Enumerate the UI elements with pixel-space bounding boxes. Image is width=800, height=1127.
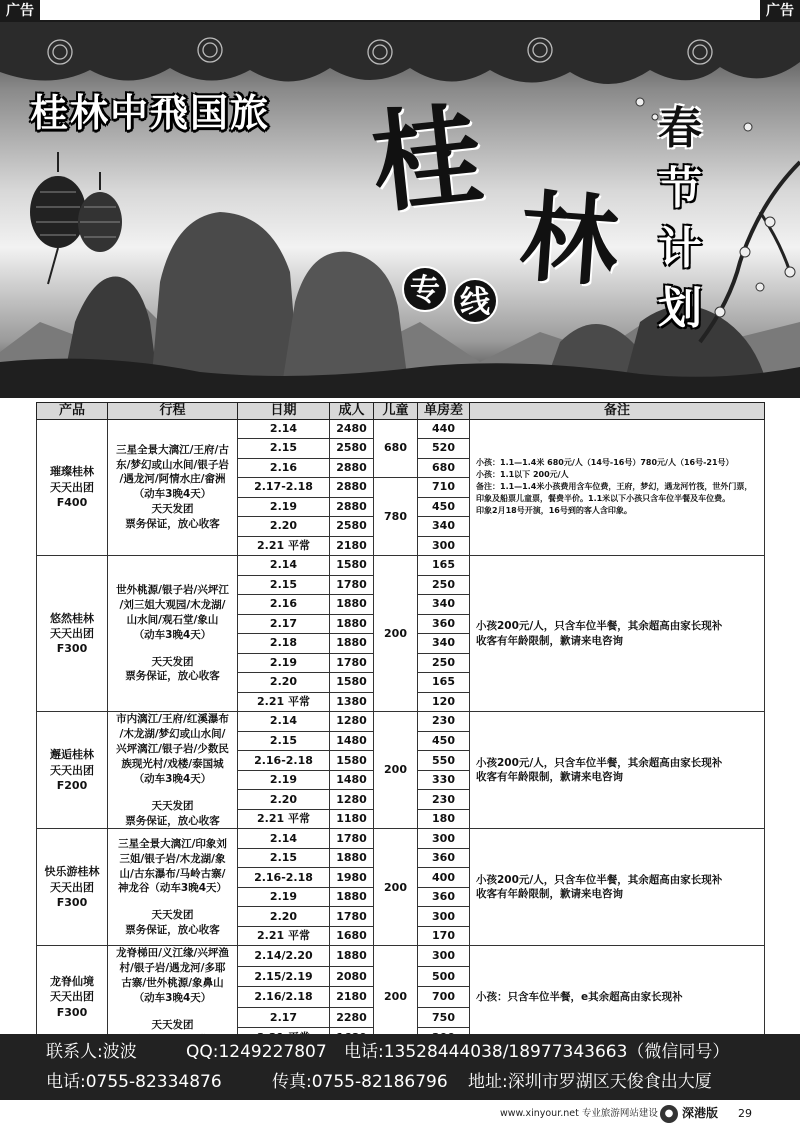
remarks-line: 印象2月18号开演，16号到的客人含印象。 — [476, 506, 632, 516]
itinerary-line: 天天发团 — [151, 655, 194, 668]
itinerary-line: 村/银子岩/遇龙河/多耶 — [119, 962, 226, 975]
single-supplement-cell: 750 — [418, 1007, 470, 1027]
date-cell: 2.16 — [238, 595, 330, 615]
product-name-line: 天天出团 — [50, 880, 94, 894]
date-cell: 2.14 — [238, 712, 330, 732]
date-cell: 2.16 — [238, 458, 330, 478]
itinerary-line: 三姐/银子岩/木龙湖/象 — [119, 852, 226, 865]
itinerary-line: （动车3晚4天） — [133, 488, 212, 501]
child-price-cell: 200 — [374, 946, 418, 1048]
adult-price-cell: 1280 — [330, 712, 374, 732]
product-name-cell — [37, 946, 108, 1048]
vertical-title-char: 计 — [658, 223, 702, 274]
itinerary-line — [110, 787, 235, 799]
single-supplement-cell: 300 — [418, 907, 470, 927]
agency-brand-title: 桂林中飛国旅 — [30, 91, 271, 135]
itinerary-line: （动车3晚4天） — [133, 772, 212, 785]
adult-price-cell: 1980 — [330, 868, 374, 888]
adult-price-cell: 2880 — [330, 478, 374, 498]
single-supplement-cell: 120 — [418, 692, 470, 712]
header-adult: 成人 — [330, 403, 374, 420]
product-name-line: F400 — [56, 496, 88, 510]
adult-price-cell: 2880 — [330, 497, 374, 517]
single-supplement-cell: 170 — [418, 926, 470, 946]
single-supplement-cell: 340 — [418, 634, 470, 654]
contact-footer — [0, 1034, 800, 1100]
itinerary-line: 天天发团 — [151, 909, 194, 922]
single-supplement-cell: 450 — [418, 497, 470, 517]
date-cell: 2.15 — [238, 848, 330, 868]
vertical-title — [654, 102, 710, 342]
adult-price-cell: 1880 — [330, 634, 374, 654]
itinerary-line: 神龙谷（动车3晚4天） — [117, 882, 228, 895]
single-supplement-cell: 360 — [418, 848, 470, 868]
single-supplement-cell: 500 — [418, 966, 470, 986]
header-remarks: 备注 — [470, 403, 765, 420]
adult-price-cell: 1580 — [330, 751, 374, 771]
adult-price-cell: 1880 — [330, 595, 374, 615]
remarks-line: 备注：1.1—1.4米小孩费用含车位费，王府，梦幻，遇龙河竹筏，世外门票， — [476, 482, 753, 492]
adult-price-cell: 1780 — [330, 829, 374, 849]
product-name-line: 天天出团 — [50, 990, 94, 1004]
ad-label-left: 广告 — [0, 0, 40, 22]
remarks-line: 小孩：1.1以下 200元/人 — [476, 470, 569, 480]
itinerary-line — [110, 896, 235, 908]
itinerary-line: /木龙湖/梦幻或山水间/ — [119, 728, 226, 740]
page-number: 29 — [738, 1107, 752, 1120]
header-itinerary: 行程 — [108, 403, 238, 420]
itinerary-line: 市内漓江/王府/红溪瀑布 — [116, 713, 229, 726]
product-name-line: 快乐游桂林 — [44, 865, 100, 879]
single-supplement-cell: 400 — [418, 868, 470, 888]
product-name-line: 天天出团 — [50, 480, 94, 494]
product-name-line: F200 — [56, 778, 88, 792]
contact-fax: 传真:0755-82186796 — [272, 1072, 448, 1092]
itinerary-line: 三星全景大漓江/印象刘 — [118, 837, 227, 850]
vertical-title-char: 划 — [658, 283, 702, 334]
adult-price-cell: 1580 — [330, 556, 374, 576]
tour-schedule-table — [36, 402, 765, 1049]
single-supplement-cell: 360 — [418, 887, 470, 907]
date-cell: 2.17 — [238, 1007, 330, 1027]
itinerary-cell — [108, 712, 238, 829]
adult-price-cell: 2280 — [330, 1007, 374, 1027]
adult-price-cell: 1680 — [330, 926, 374, 946]
child-price-cell: 680 — [374, 419, 418, 478]
itinerary-line — [110, 1006, 235, 1018]
date-cell: 2.19 — [238, 770, 330, 790]
itinerary-line: 族现光村/戏楼/泰国城 — [121, 757, 224, 770]
product-name-line: F300 — [56, 642, 88, 656]
circle-char-zhuan: 专 — [402, 266, 448, 312]
remarks-line: 小孩200元/人，只含车位半餐，其余超高由家长现补 — [476, 756, 723, 769]
date-cell: 2.15 — [238, 439, 330, 459]
product-name-line: 璀璨桂林 — [50, 465, 94, 479]
remarks-cell — [470, 829, 765, 946]
single-supplement-cell: 340 — [418, 595, 470, 615]
adult-price-cell: 2180 — [330, 987, 374, 1007]
itinerary-line: （动车3晚4天） — [133, 992, 212, 1005]
itinerary-line: 票务保证，放心收客 — [125, 924, 220, 937]
single-supplement-cell: 300 — [418, 536, 470, 556]
adult-price-cell: 2080 — [330, 966, 374, 986]
itinerary-line: 票务保证，放心收客 — [125, 814, 220, 827]
remarks-line: 小孩：1.1—1.4米 680元/人（14号-16号）780元/人（16号-21号） — [476, 458, 734, 468]
child-price-cell: 200 — [374, 829, 418, 946]
adult-price-cell: 1180 — [330, 809, 374, 829]
product-name-line: F300 — [56, 896, 88, 910]
remarks-line: 收客有年龄限制，歉请来电咨询 — [476, 888, 623, 901]
adult-price-cell: 1880 — [330, 848, 374, 868]
vertical-title-char: 春 — [658, 103, 702, 154]
adult-price-cell: 2580 — [330, 439, 374, 459]
child-price-cell: 780 — [374, 478, 418, 556]
date-cell: 2.21 平常 — [238, 926, 330, 946]
itinerary-line: 古寨/世外桃源/象鼻山 — [121, 977, 224, 990]
calligraphy-char-lin: 林 — [516, 179, 622, 302]
contact-person: 联系人:波波 — [46, 1042, 137, 1062]
edition-logo-icon: ● — [660, 1105, 678, 1123]
date-cell: 2.14 — [238, 556, 330, 576]
single-supplement-cell: 680 — [418, 458, 470, 478]
adult-price-cell: 1280 — [330, 790, 374, 810]
header-product: 产品 — [37, 403, 108, 420]
contact-address: 地址:深圳市罗湖区天俊食出大厦 — [468, 1072, 712, 1092]
adult-price-cell: 1480 — [330, 770, 374, 790]
date-cell: 2.18 — [238, 634, 330, 654]
single-supplement-cell: 165 — [418, 556, 470, 576]
product-name-line: 龙脊仙境 — [50, 975, 94, 989]
adult-price-cell: 2180 — [330, 536, 374, 556]
header-date: 日期 — [238, 403, 330, 420]
itinerary-line: 世外桃源/银子岩/兴坪江 — [116, 583, 229, 596]
single-supplement-cell: 300 — [418, 829, 470, 849]
single-supplement-cell: 340 — [418, 517, 470, 537]
remarks-cell — [470, 946, 765, 1048]
remarks-cell — [470, 556, 765, 712]
date-cell: 2.20 — [238, 907, 330, 927]
itinerary-line: 票务保证，放心收客 — [125, 670, 220, 683]
single-supplement-cell: 230 — [418, 790, 470, 810]
single-supplement-cell: 165 — [418, 673, 470, 693]
date-cell: 2.19 — [238, 497, 330, 517]
single-supplement-cell: 550 — [418, 751, 470, 771]
table-row — [37, 419, 765, 439]
itinerary-line: 三星全景大漓江/王府/古 — [116, 443, 229, 456]
date-cell: 2.21 平常 — [238, 536, 330, 556]
date-cell: 2.16-2.18 — [238, 868, 330, 888]
date-cell: 2.14 — [238, 829, 330, 849]
header-single-supplement: 单房差 — [418, 403, 470, 420]
itinerary-line: 兴坪漓江/银子岩/少数民 — [116, 742, 229, 755]
product-name-line: 邂逅桂林 — [50, 748, 94, 762]
date-cell: 2.20 — [238, 517, 330, 537]
remarks-line: 小孩200元/人，只含车位半餐，其余超高由家长现补 — [476, 619, 723, 632]
itinerary-cell — [108, 946, 238, 1048]
remarks-line: 收客有年龄限制，歉请来电咨询 — [476, 771, 623, 784]
banner — [0, 22, 800, 398]
adult-price-cell: 1880 — [330, 887, 374, 907]
adult-price-cell: 2580 — [330, 517, 374, 537]
contact-line-2 — [46, 1074, 712, 1091]
product-name-line: 天天出团 — [50, 626, 94, 640]
itinerary-line: 山水间/观石堂/象山 — [126, 613, 219, 626]
adult-price-cell: 1880 — [330, 946, 374, 966]
vertical-title-char: 节 — [658, 163, 702, 214]
date-cell: 2.15/2.19 — [238, 966, 330, 986]
ad-label-right: 广告 — [760, 0, 800, 22]
remarks-line: 收客有年龄限制，歉请来电咨询 — [476, 634, 623, 647]
edition-name: 深港版 — [682, 1106, 719, 1120]
product-name-line: 天天出团 — [50, 763, 94, 777]
single-supplement-cell: 520 — [418, 439, 470, 459]
adult-price-cell: 2880 — [330, 458, 374, 478]
single-supplement-cell: 450 — [418, 731, 470, 751]
contact-qq: QQ:1249227807 — [186, 1042, 327, 1062]
product-name-cell — [37, 829, 108, 946]
lantern-icon — [30, 152, 122, 284]
single-supplement-cell: 440 — [418, 419, 470, 439]
itinerary-cell — [108, 556, 238, 712]
single-supplement-cell: 330 — [418, 770, 470, 790]
itinerary-line: （动车3晚4天） — [133, 628, 212, 641]
product-name-line: 悠然桂林 — [50, 611, 94, 625]
child-price-cell: 200 — [374, 556, 418, 712]
adult-price-cell: 1780 — [330, 575, 374, 595]
date-cell: 2.14/2.20 — [238, 946, 330, 966]
itinerary-line: /刘三姐大观园/木龙湖/ — [119, 598, 226, 611]
remarks-cell — [470, 712, 765, 829]
table-row — [37, 829, 765, 849]
single-supplement-cell: 360 — [418, 614, 470, 634]
itinerary-line: 天天发团 — [151, 503, 194, 516]
date-cell: 2.19 — [238, 653, 330, 673]
itinerary-line — [110, 643, 235, 655]
table-row — [37, 556, 765, 576]
itinerary-cell — [108, 829, 238, 946]
product-name-cell — [37, 712, 108, 829]
remarks-line: 小孩200元/人，只含车位半餐，其余超高由家长现补 — [476, 873, 723, 886]
single-supplement-cell: 710 — [418, 478, 470, 498]
contact-phone: 电话:0755-82334876 — [46, 1072, 222, 1092]
itinerary-line: 龙脊梯田/义江缘/兴坪渔 — [116, 947, 229, 960]
single-supplement-cell: 180 — [418, 809, 470, 829]
single-supplement-cell: 700 — [418, 987, 470, 1007]
child-price-cell: 200 — [374, 712, 418, 829]
date-cell: 2.16/2.18 — [238, 987, 330, 1007]
product-name-cell — [37, 556, 108, 712]
date-cell: 2.17-2.18 — [238, 478, 330, 498]
remarks-line: 印象及船票儿童票，餐费半价。1.1米以下小孩只含车位半餐及车位费。 — [476, 494, 731, 504]
adult-price-cell: 1780 — [330, 653, 374, 673]
date-cell: 2.15 — [238, 731, 330, 751]
adult-price-cell: 1880 — [330, 614, 374, 634]
single-supplement-cell: 250 — [418, 575, 470, 595]
itinerary-line: 票务保证，放心收客 — [125, 518, 220, 531]
itinerary-line: 山/古东瀑布/马岭古寨/ — [119, 867, 226, 880]
itinerary-line: 天天发团 — [151, 1019, 194, 1032]
adult-price-cell: 1380 — [330, 692, 374, 712]
single-supplement-cell: 300 — [418, 946, 470, 966]
calligraphy-char-gui: 桂 — [365, 88, 489, 229]
circle-char-xian: 线 — [452, 278, 498, 324]
date-cell: 2.19 — [238, 887, 330, 907]
itinerary-line: 天天发团 — [151, 799, 194, 812]
itinerary-cell — [108, 419, 238, 556]
date-cell: 2.20 — [238, 673, 330, 693]
adult-price-cell: 1780 — [330, 907, 374, 927]
date-cell: 2.15 — [238, 575, 330, 595]
date-cell: 2.14 — [238, 419, 330, 439]
product-name-cell — [37, 419, 108, 556]
page-bottom — [0, 1100, 800, 1127]
adult-price-cell: 2480 — [330, 419, 374, 439]
adult-price-cell: 1580 — [330, 673, 374, 693]
itinerary-line: /遇龙河/阿情水庄/畲洲 — [119, 473, 226, 486]
itinerary-line: 东/梦幻或山水间/银子岩 — [116, 458, 229, 471]
date-cell: 2.17 — [238, 614, 330, 634]
remarks-cell — [470, 419, 765, 556]
table-row — [37, 946, 765, 966]
date-cell: 2.16-2.18 — [238, 751, 330, 771]
single-supplement-cell: 250 — [418, 653, 470, 673]
date-cell: 2.21 平常 — [238, 692, 330, 712]
date-cell: 2.21 平常 — [238, 809, 330, 829]
adult-price-cell: 1480 — [330, 731, 374, 751]
website-credit: www.xinyour.net 专业旅游网站建设 — [500, 1108, 658, 1119]
single-supplement-cell: 230 — [418, 712, 470, 732]
remarks-line: 小孩：只含车位半餐，e其余超高由家长现补 — [476, 990, 683, 1003]
date-cell: 2.20 — [238, 790, 330, 810]
contact-mobile: 电话:13528444038/18977343663（微信同号） — [344, 1042, 730, 1062]
header-child: 儿童 — [374, 403, 418, 420]
contact-line-1 — [46, 1044, 729, 1061]
table-row — [37, 712, 765, 732]
table-header-row — [37, 403, 765, 420]
product-name-line: F300 — [56, 1005, 88, 1019]
